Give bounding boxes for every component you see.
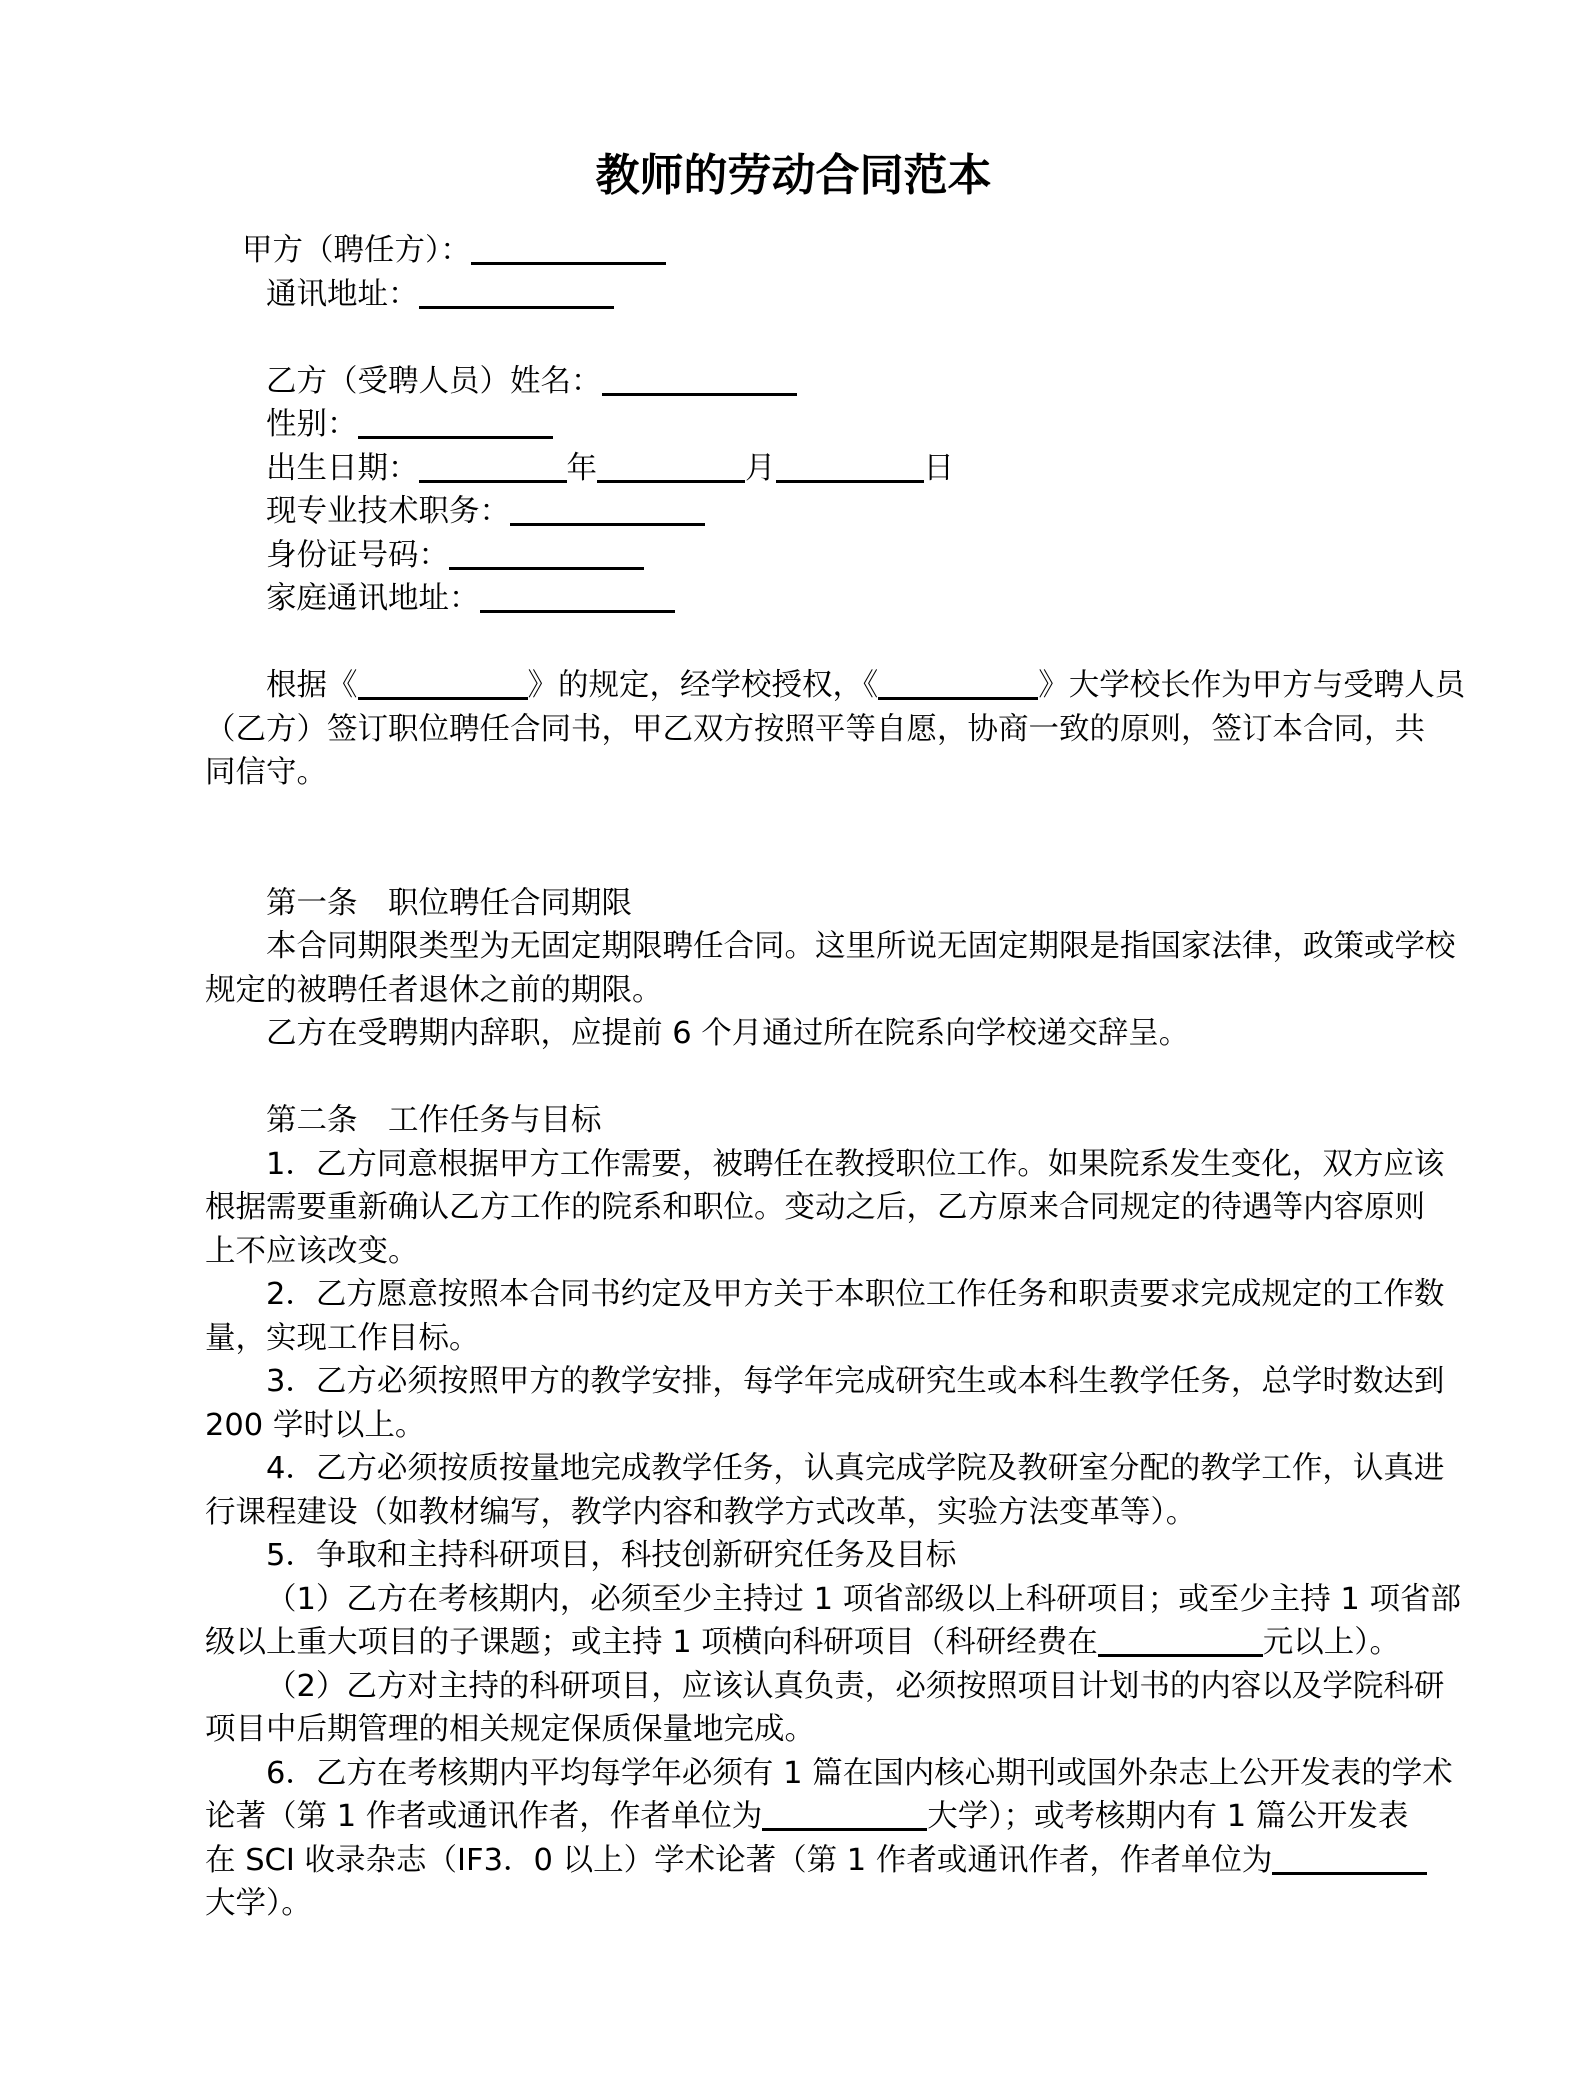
doc-text: 1．乙方同意根据甲方工作需要，被聘任在教授职位工作。如果院系发生变化，双方应该 <box>266 1146 1445 1182</box>
doc-text: 项目中后期管理的相关规定保质保量地完成。 <box>205 1712 815 1747</box>
doc-text: 本合同期限类型为无固定期限聘任合同。这里所说无固定期限是指国家法律，政策或学校 <box>266 929 1456 964</box>
fill-in-blank <box>358 406 553 439</box>
doc-text: 乙方（受聘人员）姓名： <box>266 363 602 399</box>
fill-in-blank <box>1098 1624 1263 1657</box>
blank-line <box>205 838 1427 882</box>
doc-line <box>205 751 1427 795</box>
doc-text: 行课程建设（如教材编写，教学内容和教学方式改革，实验方法变革等）。 <box>205 1494 1197 1530</box>
doc-line <box>205 360 1427 404</box>
doc-text: 通讯地址： <box>266 276 419 312</box>
fill-in-blank <box>480 580 675 613</box>
fill-in-blank <box>419 276 614 309</box>
doc-text: 乙方在受聘期内辞职，应提前 6 个月通过所在院系向学校递交辞呈。 <box>266 1016 1190 1051</box>
doc-line <box>205 1621 1427 1665</box>
doc-text: 现专业技术职务： <box>266 494 510 529</box>
doc-text: 家庭通讯地址： <box>266 581 480 616</box>
doc-line <box>205 1708 1427 1752</box>
doc-line <box>205 403 1427 447</box>
fill-in-blank <box>419 450 567 483</box>
fill-in-blank <box>762 1798 927 1831</box>
doc-line <box>205 1882 1427 1926</box>
doc-text: 同信守。 <box>205 755 327 790</box>
doc-line <box>205 1839 1427 1883</box>
doc-line <box>205 1273 1445 1317</box>
doc-text: 2．乙方愿意按照本合同书约定及甲方关于本职位工作任务和职责要求完成规定的工作数 <box>266 1277 1445 1312</box>
doc-text: 200 学时以上。 <box>205 1407 426 1443</box>
doc-text: 年 <box>566 450 597 486</box>
doc-text: 月 <box>745 450 776 486</box>
doc-line <box>205 577 1427 621</box>
doc-text: 6．乙方在考核期内平均每学年必须有 1 篇在国内核心期刊或国外杂志上公开发表的学术 <box>266 1755 1453 1791</box>
fill-in-blank <box>358 667 528 700</box>
doc-text: 大学）。 <box>205 1886 312 1921</box>
doc-text: 3．乙方必须按照甲方的教学安排，每学年完成研究生或本科生教学任务，总学时数达到 <box>266 1364 1445 1399</box>
doc-text: 身份证号码： <box>266 537 449 573</box>
doc-line <box>205 1665 1445 1709</box>
doc-line <box>205 1491 1427 1535</box>
doc-line <box>205 664 1466 708</box>
doc-text: 规定的被聘任者退休之前的期限。 <box>205 972 663 1008</box>
fill-in-blank <box>597 450 745 483</box>
doc-line <box>205 534 1427 578</box>
doc-line <box>205 229 1427 273</box>
doc-line <box>205 1360 1445 1404</box>
doc-line <box>205 1186 1427 1230</box>
doc-text: 甲方（聘任方）： <box>242 233 471 268</box>
blank-line <box>205 1056 1427 1100</box>
doc-line <box>205 1795 1427 1839</box>
doc-text: 5．争取和主持科研项目，科技创新研究任务及目标 <box>266 1538 957 1573</box>
doc-text: 量，实现工作目标。 <box>205 1320 480 1356</box>
doc-text: 4．乙方必须按质按量地完成教学任务，认真完成学院及教研室分配的教学工作，认真进 <box>266 1451 1445 1486</box>
doc-line <box>205 882 1427 926</box>
doc-line <box>205 1752 1453 1796</box>
blank-line <box>205 316 1427 360</box>
doc-text: 出生日期： <box>266 450 419 486</box>
fill-in-blank <box>510 493 705 526</box>
fill-in-blank <box>471 232 666 265</box>
doc-line <box>205 708 1427 752</box>
doc-text: 日 <box>923 450 954 486</box>
document-body <box>0 229 1587 1926</box>
doc-text: 级以上重大项目的子课题；或主持 1 项横向科研项目（科研经费在 <box>205 1625 1098 1660</box>
doc-text: 论著（第 1 作者或通讯作者，作者单位为 <box>205 1799 763 1834</box>
doc-text: 第二条 工作任务与目标 <box>266 1103 602 1138</box>
doc-line <box>205 1012 1427 1056</box>
fill-in-blank <box>1272 1842 1427 1875</box>
doc-text: 大学）；或考核期内有 1 篇公开发表 <box>927 1799 1409 1834</box>
doc-line <box>205 1534 1427 1578</box>
doc-line <box>205 925 1456 969</box>
fill-in-blank <box>878 667 1038 700</box>
doc-text: 》大学校长作为甲方与受聘人员 <box>1038 668 1466 703</box>
doc-line <box>205 1143 1445 1187</box>
doc-line <box>205 1404 1427 1448</box>
doc-text: 》的规定，经学校授权，《 <box>527 668 879 703</box>
fill-in-blank <box>449 537 644 570</box>
doc-line <box>205 1099 1427 1143</box>
doc-text: 根据需要重新确认乙方工作的院系和职位。变动之后，乙方原来合同规定的待遇等内容原则 <box>205 1190 1425 1225</box>
doc-text: 性别： <box>266 407 358 442</box>
doc-text: （2）乙方对主持的科研项目，应该认真负责，必须按照项目计划书的内容以及学院科研 <box>266 1668 1445 1704</box>
blank-line <box>205 795 1427 839</box>
doc-line <box>205 1230 1427 1274</box>
doc-text: （1）乙方在考核期内，必须至少主持过 1 项省部级以上科研项目；或至少主持 1 项省部 <box>266 1581 1461 1617</box>
doc-text: （乙方）签订职位聘任合同书，甲乙双方按照平等自愿，协商一致的原则，签订本合同，共 <box>205 711 1425 747</box>
doc-line <box>205 447 1427 491</box>
doc-text: 在 SCI 收录杂志（IF3．0 以上）学术论著（第 1 作者或通讯作者，作者单位为 <box>205 1842 1273 1878</box>
doc-line <box>205 273 1427 317</box>
doc-line <box>205 1578 1461 1622</box>
doc-line <box>205 969 1427 1013</box>
doc-line <box>205 1317 1427 1361</box>
doc-line <box>205 1447 1445 1491</box>
doc-text: 第一条 职位聘任合同期限 <box>266 885 632 921</box>
doc-text: 上不应该改变。 <box>205 1233 419 1269</box>
doc-text: 根据《 <box>266 668 358 703</box>
fill-in-blank <box>776 450 924 483</box>
blank-line <box>205 621 1427 665</box>
doc-text: 元以上）。 <box>1262 1625 1401 1660</box>
page-title: 教师的劳动合同范本 <box>595 150 992 201</box>
fill-in-blank <box>602 363 797 396</box>
doc-line <box>205 490 1427 534</box>
